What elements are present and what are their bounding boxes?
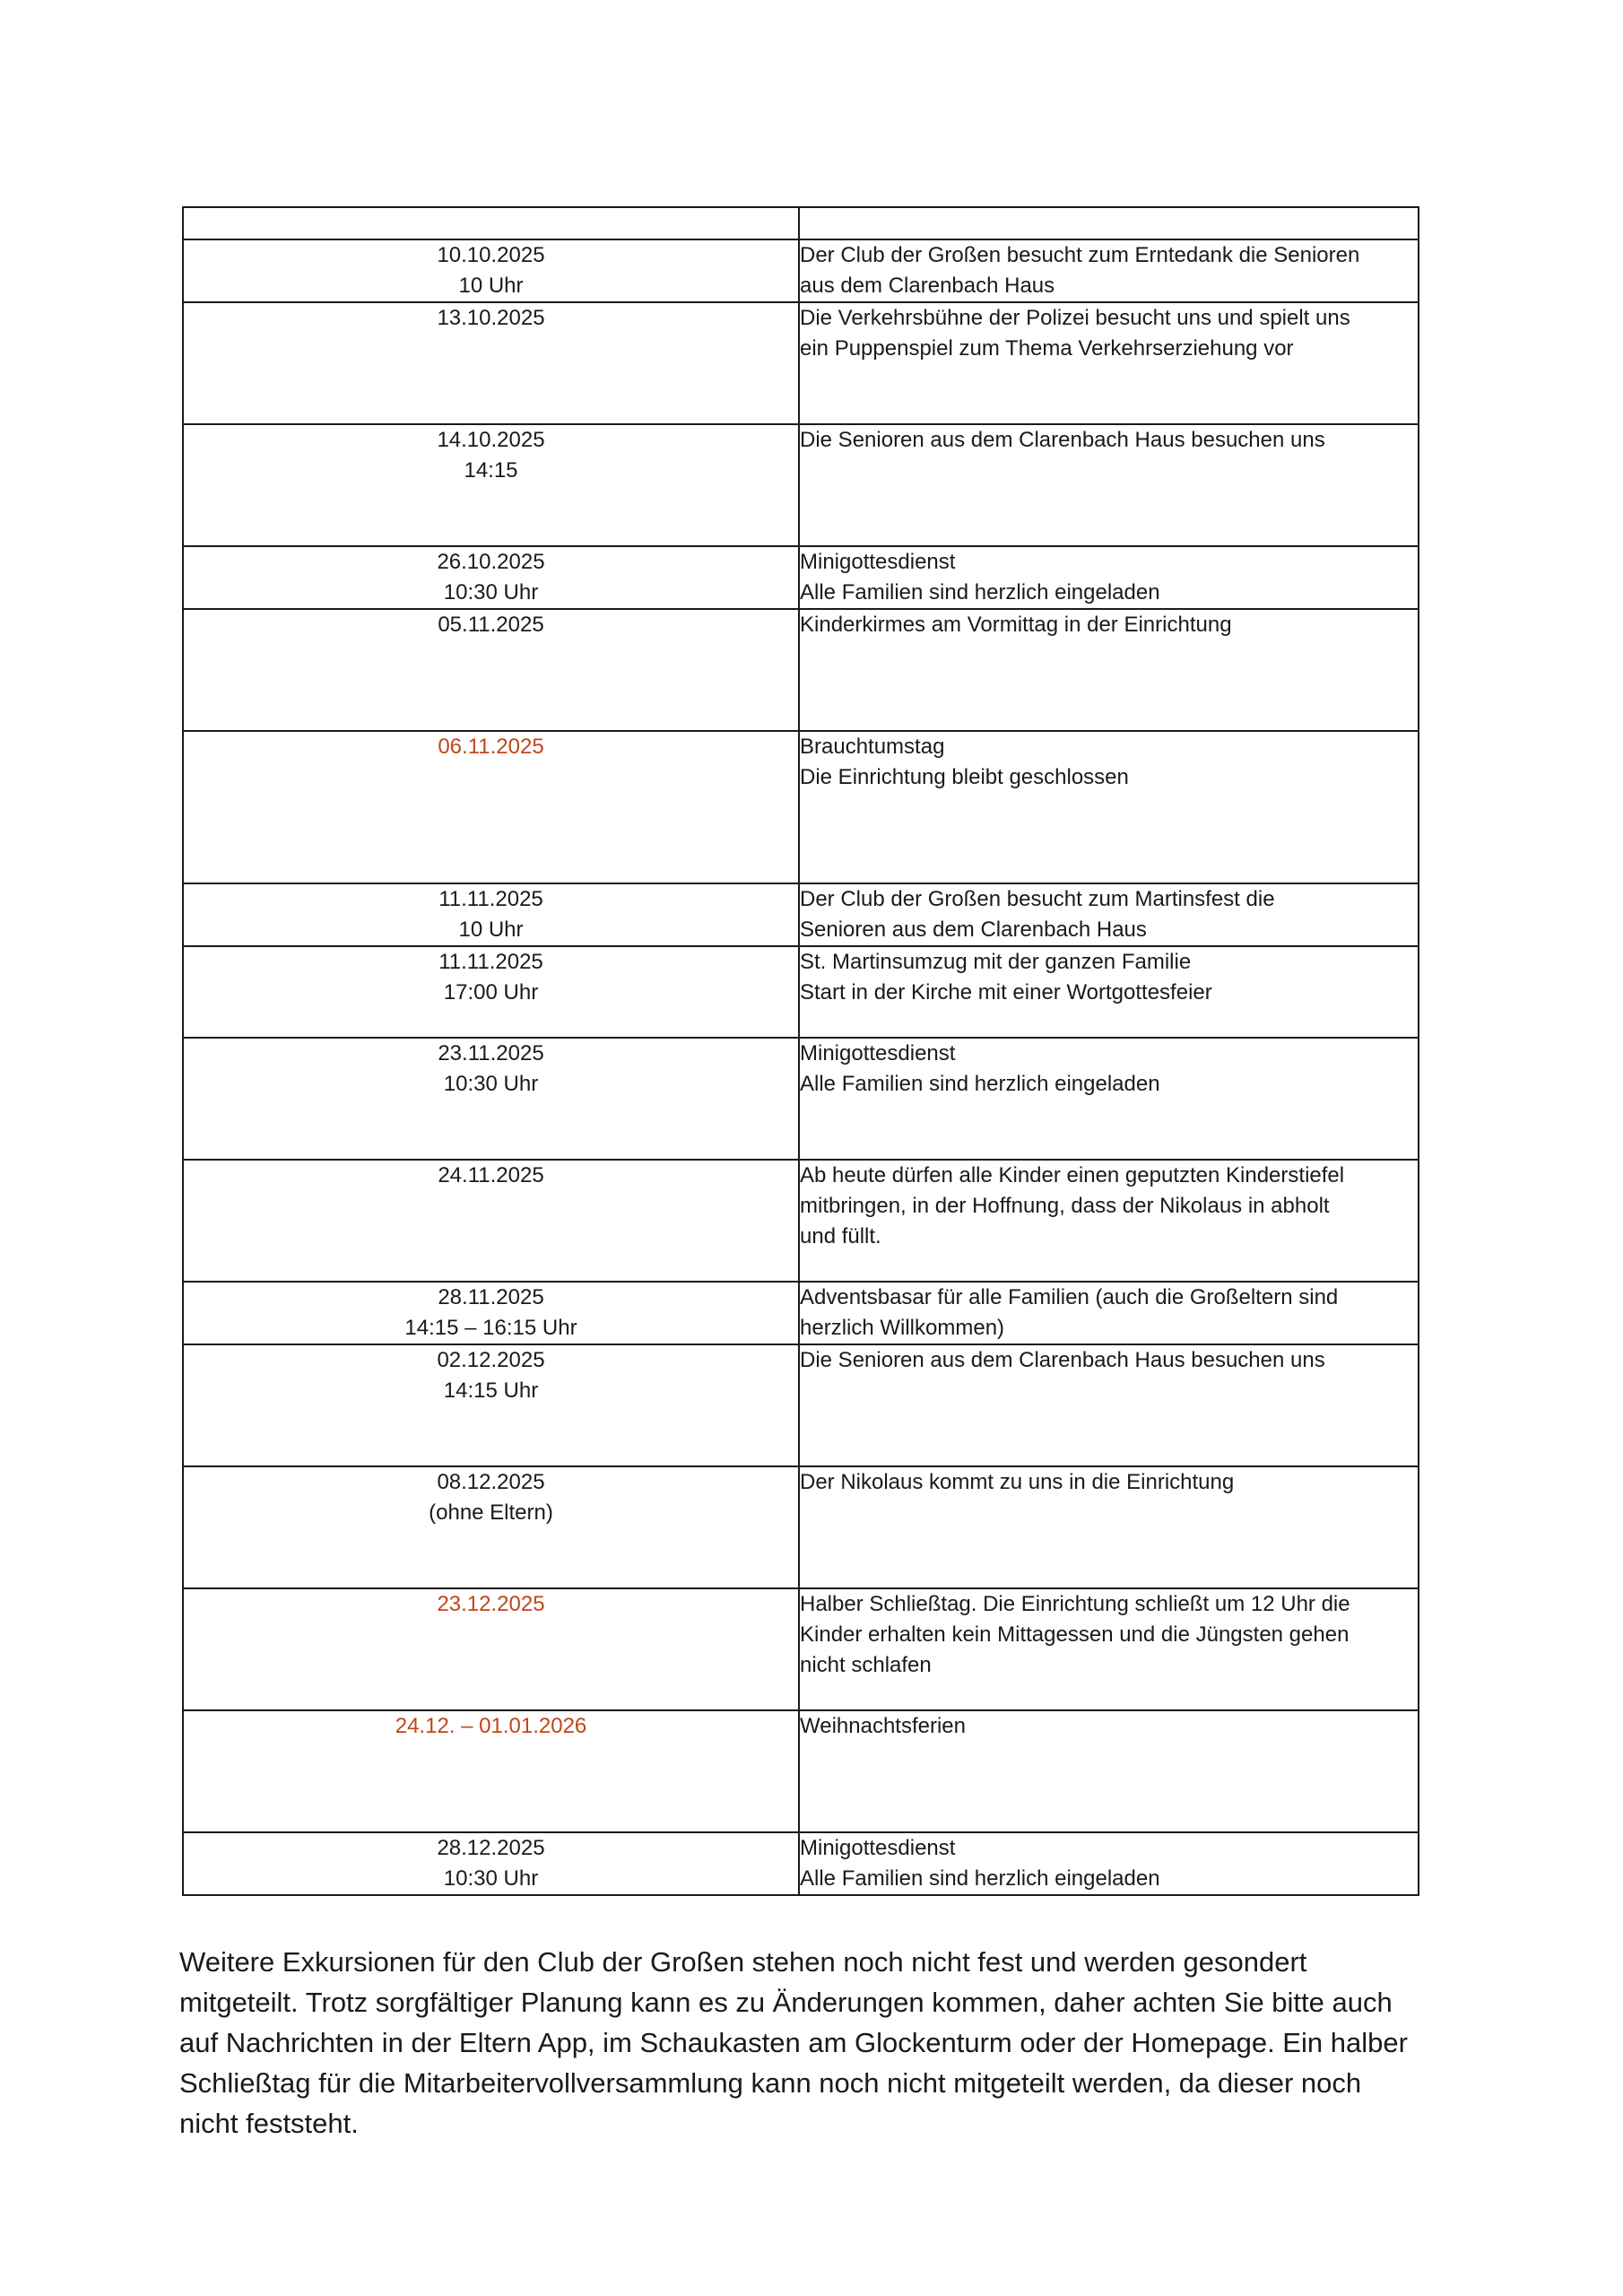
event-date-line: 17:00 Uhr bbox=[443, 980, 539, 1004]
event-date-line: 24.12. – 01.01.2026 bbox=[395, 1714, 587, 1738]
event-date-cell bbox=[183, 302, 799, 424]
table-row bbox=[183, 946, 1419, 1038]
table-header-row bbox=[183, 207, 1419, 239]
event-description-cell bbox=[799, 946, 1419, 1038]
event-description-line: Der Nikolaus kommt zu uns in die Einrichtung bbox=[800, 1470, 1235, 1494]
event-description-line: Die Verkehrsbühne der Polizei besucht uns und spielt uns bbox=[800, 306, 1350, 330]
table-row bbox=[183, 1160, 1419, 1282]
table-row bbox=[183, 239, 1419, 302]
event-description-cell bbox=[799, 609, 1419, 731]
event-date-line: 10.10.2025 bbox=[437, 243, 545, 267]
event-description-line: Adventsbasar für alle Familien (auch die Großeltern sind bbox=[800, 1285, 1339, 1309]
event-description-line: Minigottesdienst bbox=[800, 1041, 956, 1065]
table-row bbox=[183, 1710, 1419, 1832]
event-description-line: Kinder erhalten kein Mittagessen und die Jüngsten gehen bbox=[800, 1622, 1350, 1647]
event-schedule-table bbox=[182, 206, 1419, 1896]
event-date-line: 02.12.2025 bbox=[437, 1348, 545, 1372]
event-description-line: Start in der Kirche mit einer Wortgottesfeier bbox=[800, 980, 1212, 1004]
event-date-line: 05.11.2025 bbox=[438, 613, 544, 637]
event-schedule-body bbox=[183, 207, 1419, 1895]
event-description-cell bbox=[799, 1832, 1419, 1895]
event-description-cell bbox=[799, 1588, 1419, 1710]
event-date-cell bbox=[183, 1038, 799, 1160]
event-description-cell bbox=[799, 1466, 1419, 1588]
event-description-line: Die Senioren aus dem Clarenbach Haus besuchen uns bbox=[800, 1348, 1325, 1372]
event-date-line: 10:30 Uhr bbox=[443, 580, 539, 604]
event-date-line: 13.10.2025 bbox=[437, 306, 545, 330]
closing-note-line: Schließtag für die Mitarbeitervollversammlung kann noch nicht mitgeteilt werden, da dieser noch bbox=[179, 2067, 1362, 2099]
event-description-cell bbox=[799, 1344, 1419, 1466]
event-date-line: 10:30 Uhr bbox=[443, 1072, 539, 1096]
event-description-line: Der Club der Großen besucht zum Martinsfest die bbox=[800, 887, 1275, 911]
event-date-line: 14:15 – 16:15 Uhr bbox=[404, 1316, 577, 1340]
table-row bbox=[183, 609, 1419, 731]
event-description-line: Brauchtumstag bbox=[800, 735, 945, 759]
event-description-cell bbox=[799, 239, 1419, 302]
event-date-line: 08.12.2025 bbox=[437, 1470, 545, 1494]
event-description-line: Kinderkirmes am Vormittag in der Einrichtung bbox=[800, 613, 1232, 637]
event-date-cell bbox=[183, 1344, 799, 1466]
event-date-line: 14.10.2025 bbox=[437, 428, 545, 452]
event-description-cell bbox=[799, 302, 1419, 424]
event-description-line: Senioren aus dem Clarenbach Haus bbox=[800, 918, 1147, 942]
header-cell-date bbox=[183, 207, 799, 239]
event-date-line: 23.11.2025 bbox=[438, 1041, 544, 1065]
event-description-cell bbox=[799, 1282, 1419, 1344]
closing-note-line: nicht feststeht. bbox=[179, 2108, 359, 2139]
event-date-cell bbox=[183, 1282, 799, 1344]
event-description-line: Alle Familien sind herzlich eingeladen bbox=[800, 1866, 1160, 1891]
table-row bbox=[183, 1282, 1419, 1344]
event-description-cell bbox=[799, 1038, 1419, 1160]
event-description-line: Alle Familien sind herzlich eingeladen bbox=[800, 1072, 1160, 1096]
table-row bbox=[183, 1038, 1419, 1160]
event-description-cell bbox=[799, 883, 1419, 946]
closing-note bbox=[179, 1942, 1453, 2144]
closing-note-line: auf Nachrichten in der Eltern App, im Schaukasten am Glockenturm oder der Homepage. Ein halber bbox=[179, 2027, 1408, 2058]
event-description-line: aus dem Clarenbach Haus bbox=[800, 274, 1055, 298]
table-row bbox=[183, 883, 1419, 946]
table-row bbox=[183, 1832, 1419, 1895]
event-description-line: Die Einrichtung bleibt geschlossen bbox=[800, 765, 1129, 789]
event-date-cell bbox=[183, 546, 799, 609]
table-row bbox=[183, 731, 1419, 883]
event-date-line: 23.12.2025 bbox=[437, 1592, 545, 1616]
event-date-cell bbox=[183, 1160, 799, 1282]
event-description-cell bbox=[799, 731, 1419, 883]
event-description-cell bbox=[799, 1160, 1419, 1282]
event-description-line: St. Martinsumzug mit der ganzen Familie bbox=[800, 950, 1192, 974]
table-row bbox=[183, 424, 1419, 546]
event-description-line: Der Club der Großen besucht zum Erntedank die Senioren bbox=[800, 243, 1360, 267]
event-description-line: Ab heute dürfen alle Kinder einen geputzten Kinderstiefel bbox=[800, 1163, 1345, 1187]
event-description-line: Minigottesdienst bbox=[800, 1836, 956, 1860]
event-date-cell bbox=[183, 1832, 799, 1895]
event-description-cell bbox=[799, 424, 1419, 546]
event-date-line: 10 Uhr bbox=[458, 274, 524, 298]
event-date-cell bbox=[183, 609, 799, 731]
event-date-line: 26.10.2025 bbox=[437, 550, 545, 574]
event-description-line: ein Puppenspiel zum Thema Verkehrserziehung vor bbox=[800, 336, 1294, 361]
event-date-line: 24.11.2025 bbox=[438, 1163, 544, 1187]
event-date-line: 11.11.2025 bbox=[438, 950, 543, 974]
event-date-cell bbox=[183, 731, 799, 883]
event-date-cell bbox=[183, 1588, 799, 1710]
header-cell-description bbox=[799, 207, 1419, 239]
table-row bbox=[183, 1466, 1419, 1588]
event-date-line: 28.12.2025 bbox=[437, 1836, 545, 1860]
table-row bbox=[183, 302, 1419, 424]
event-date-line: 11.11.2025 bbox=[438, 887, 543, 911]
event-date-cell bbox=[183, 424, 799, 546]
closing-note-line: mitgeteilt. Trotz sorgfältiger Planung kann es zu Änderungen kommen, daher achten Sie bitte auch bbox=[179, 1987, 1393, 2018]
event-date-line: (ohne Eltern) bbox=[429, 1500, 553, 1525]
event-description-line: und füllt. bbox=[800, 1224, 881, 1248]
event-date-line: 28.11.2025 bbox=[438, 1285, 544, 1309]
event-description-cell bbox=[799, 1710, 1419, 1832]
event-description-line: mitbringen, in der Hoffnung, dass der Nikolaus in abholt bbox=[800, 1194, 1330, 1218]
event-date-line: 14:15 bbox=[464, 458, 518, 483]
event-date-cell bbox=[183, 239, 799, 302]
event-description-line: nicht schlafen bbox=[800, 1653, 932, 1677]
event-description-cell bbox=[799, 546, 1419, 609]
event-description-line: Alle Familien sind herzlich eingeladen bbox=[800, 580, 1160, 604]
event-date-line: 06.11.2025 bbox=[438, 735, 544, 759]
event-description-line: Halber Schließtag. Die Einrichtung schließt um 12 Uhr die bbox=[800, 1592, 1350, 1616]
event-date-cell bbox=[183, 883, 799, 946]
event-description-line: Weihnachtsferien bbox=[800, 1714, 966, 1738]
event-description-line: Die Senioren aus dem Clarenbach Haus besuchen uns bbox=[800, 428, 1325, 452]
event-description-line: Minigottesdienst bbox=[800, 550, 956, 574]
event-date-cell bbox=[183, 946, 799, 1038]
event-date-cell bbox=[183, 1710, 799, 1832]
closing-note-line: Weitere Exkursionen für den Club der Großen stehen noch nicht fest und werden gesondert bbox=[179, 1946, 1307, 1978]
event-date-line: 14:15 Uhr bbox=[443, 1378, 539, 1403]
event-date-line: 10 Uhr bbox=[458, 918, 524, 942]
event-date-line: 10:30 Uhr bbox=[443, 1866, 539, 1891]
table-row bbox=[183, 546, 1419, 609]
table-row bbox=[183, 1588, 1419, 1710]
table-row bbox=[183, 1344, 1419, 1466]
event-date-cell bbox=[183, 1466, 799, 1588]
event-description-line: herzlich Willkommen) bbox=[800, 1316, 1005, 1340]
